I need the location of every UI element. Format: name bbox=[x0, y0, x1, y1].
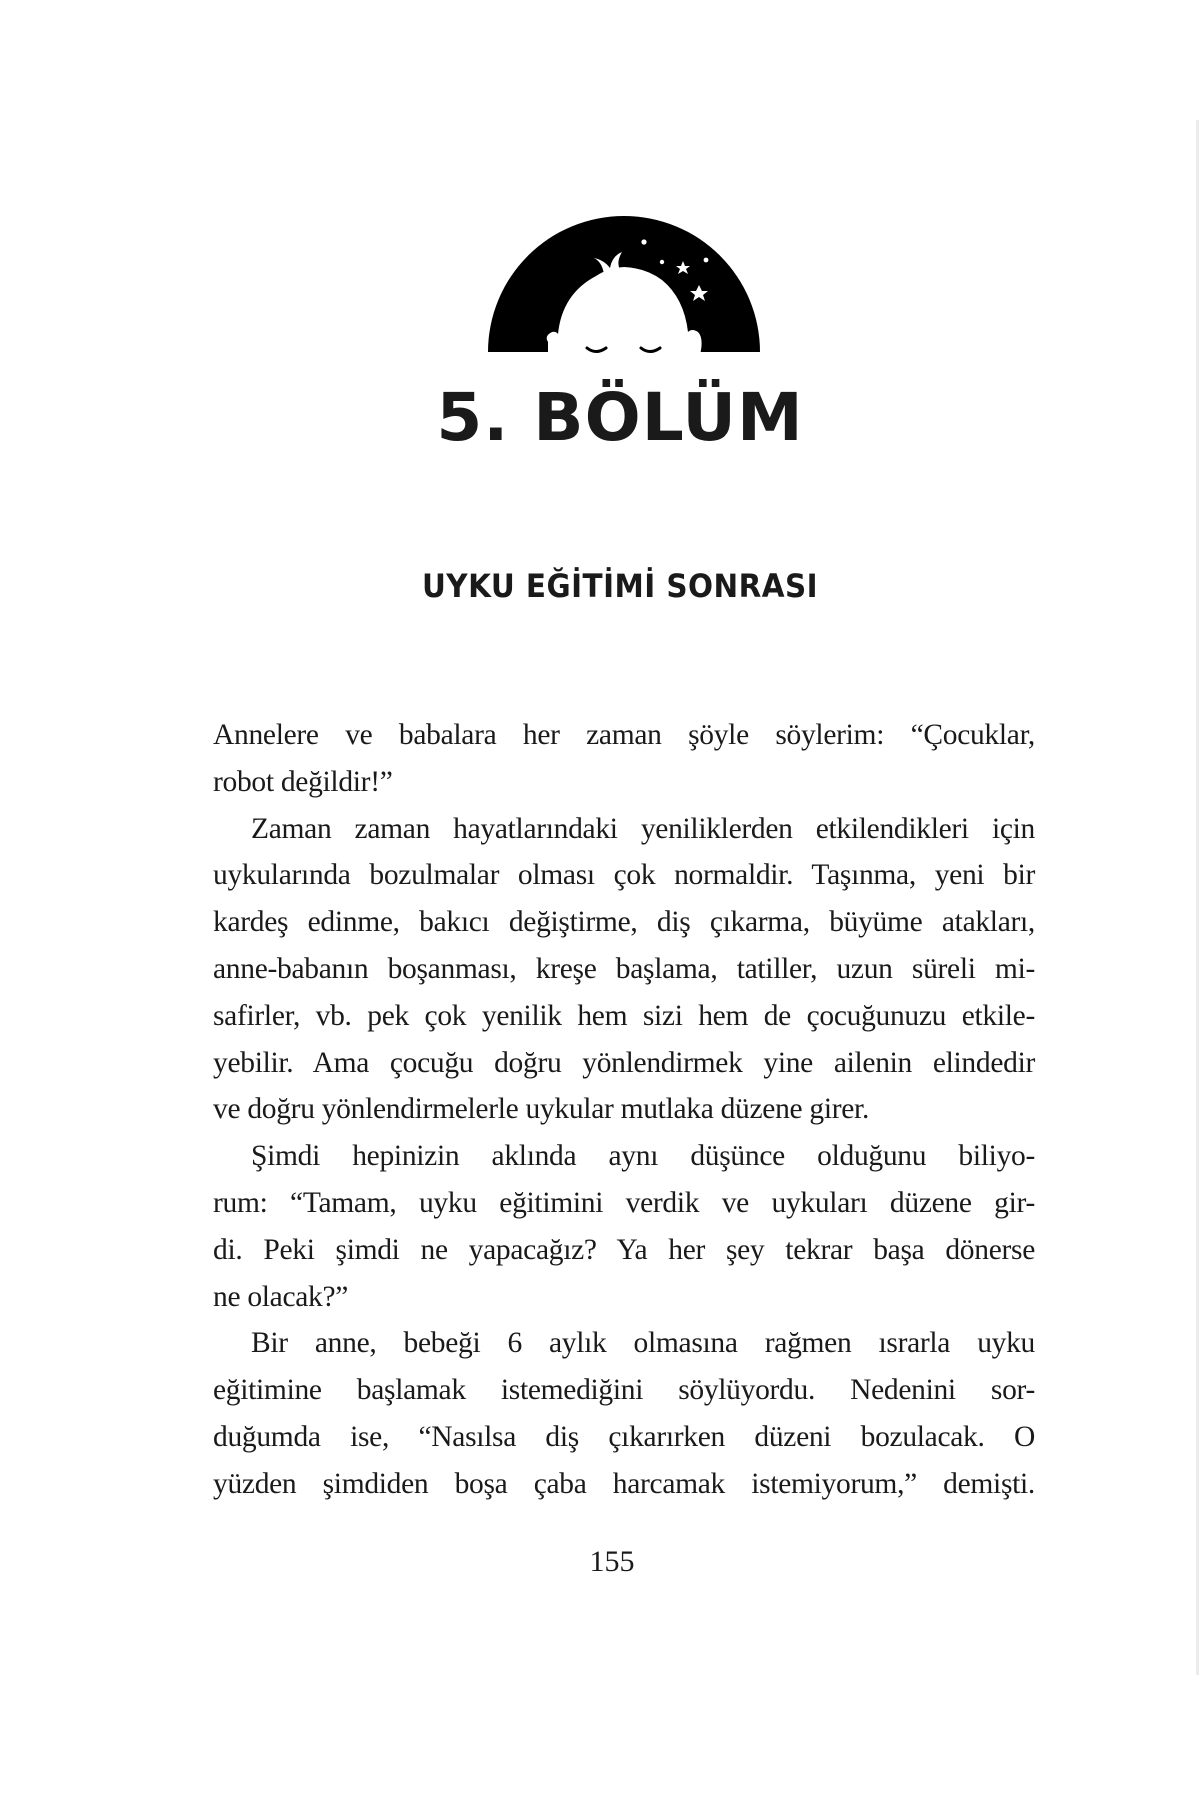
text-line: rum: “Tamam, uyku eğitimini verdik ve uykuları düzene gir- bbox=[213, 1186, 1035, 1219]
text-line: yüzden şimdiden boşa çaba harcamak istemiyorum,” demişti. bbox=[213, 1467, 1035, 1500]
body-text bbox=[213, 712, 1035, 1508]
text-line: uykularında bozulmalar olması çok normaldir. Taşınma, yeni bir bbox=[213, 859, 1035, 892]
text-line: ve doğru yönlendirmelerle uykular mutlaka düzene girer. bbox=[213, 1093, 870, 1126]
text-line: anne-babanın boşanması, kreşe başlama, tatiller, uzun süreli mi- bbox=[213, 952, 1035, 985]
text-line: safirler, vb. pek çok yenilik hem sizi hem de çocuğunuzu etkile- bbox=[213, 999, 1035, 1032]
text-line: di. Peki şimdi ne yapacağız? Ya her şey tekrar başa dönerse bbox=[213, 1233, 1035, 1266]
text-line: kardeş edinme, bakıcı değiştirme, diş çıkarma, büyüme atakları, bbox=[213, 906, 1035, 939]
sleeping-baby-night-arc-icon bbox=[486, 210, 762, 355]
text-line: ne olacak?” bbox=[213, 1280, 349, 1313]
text-line: Şimdi hepinizin aklında aynı düşünce olduğunu biliyo- bbox=[251, 1140, 1035, 1173]
text-line: duğumda ise, “Nasılsa diş çıkarırken düzeni bozulacak. O bbox=[213, 1420, 1035, 1453]
text-line: Annelere ve babalara her zaman şöyle söylerim: “Çocuklar, bbox=[213, 719, 1035, 751]
page-edge-shadow bbox=[1196, 120, 1199, 1675]
text-line: Bir anne, bebeği 6 aylık olmasına rağmen ısrarla uyku bbox=[251, 1327, 1035, 1360]
paragraph bbox=[213, 1133, 1035, 1320]
paragraph bbox=[213, 712, 1035, 806]
text-line: Zaman zaman hayatlarındaki yeniliklerden etkilendikleri için bbox=[251, 812, 1035, 845]
chapter-number-heading: 5. BÖLÜM bbox=[436, 379, 804, 456]
text-line: yebilir. Ama çocuğu doğru yönlendirmek yine ailenin elindedir bbox=[213, 1046, 1035, 1079]
chapter-title-heading: UYKU EĞİTİMİ SONRASI bbox=[421, 567, 819, 605]
page-number: 155 bbox=[589, 1545, 635, 1578]
paragraph bbox=[213, 1320, 1035, 1507]
paragraph bbox=[213, 806, 1035, 1134]
text-line: eğitimine başlamak istemediğini söylüyordu. Nedenini sor- bbox=[213, 1374, 1035, 1407]
text-line: robot değildir!” bbox=[213, 765, 393, 798]
